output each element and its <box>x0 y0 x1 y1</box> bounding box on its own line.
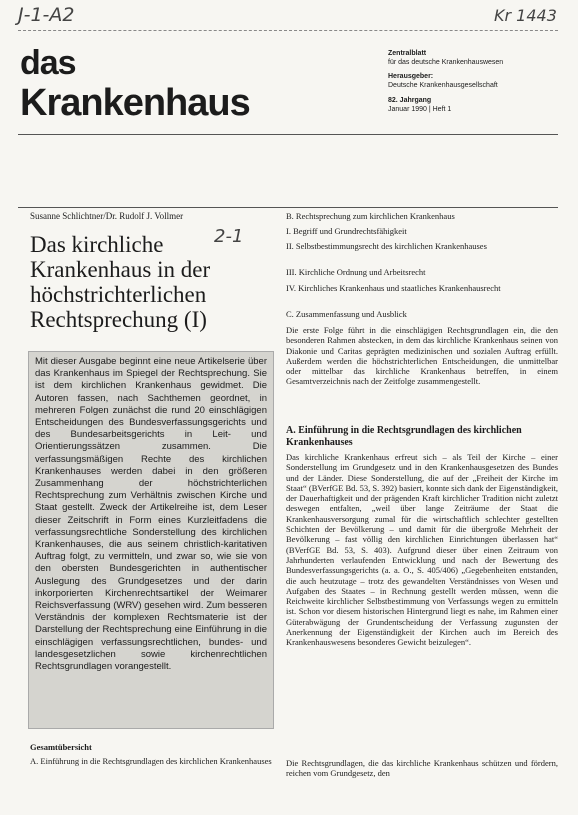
toc-item-1: I. Begriff und Grundrechtsfähigkeit <box>286 226 407 236</box>
header-dashed-rule <box>18 30 558 32</box>
toc-item-b: B. Rechtsprechung zum kirchlichen Krankenhaus <box>286 211 455 221</box>
article-top-rule <box>18 207 558 208</box>
toc-item-2: II. Selbstbestimmungsrecht des kirchlichen Krankenhauses <box>286 241 487 251</box>
toc-item-3: III. Kirchliche Ordnung und Arbeitsrecht <box>286 267 426 277</box>
masthead-line2: Krankenhaus <box>20 82 250 124</box>
masthead-meta-5: 82. Jahrgang <box>388 97 432 104</box>
masthead-meta-1: Zentralblatt <box>388 50 427 57</box>
masthead-meta-4: Deutsche Krankenhausgesellschaft <box>388 82 498 89</box>
article-intro-box <box>28 351 274 729</box>
masthead-meta-6: Januar 1990 | Heft 1 <box>388 106 452 113</box>
section-a-heading: A. Einführung in die Rechtsgrundlagen des kirchlichen Krankenhauses <box>286 425 522 448</box>
masthead-meta-3: Herausgeber: <box>388 73 434 80</box>
handwritten-archive-code: J-1-A2 <box>18 4 75 26</box>
toc-item-c: C. Zusammenfassung und Ausblick <box>286 309 407 319</box>
overview-heading: Gesamtübersicht <box>30 742 92 752</box>
section-a-paragraph: Das kirchliche Krankenhaus erfreut sich – als Teil der Kirche – einer Sonderstellung im Grundgesetz und in den Krankenhausgesetzen des Bundes und der Länder. Diese Sonderstellung, die auf der „Freiheit der Kirche im Staat“ (BVerfGE Bd. 53, S. 392) basiert, konnte sich dank der Eigenständigkeit, der Dauerhaftigkeit und der prägenden Kraft kirchlicher Tradition nicht zuletzt deswegen entfalten, „weil über lange Zeiträume der Staat die Krankenhausversorgung zumal für die wirtschaftlich schlechter gestellten Schichten der Bevölkerung – und damit für die übergroße Mehrheit der Bevölkerung – fast völlig den kirchlichen Einrichtungen überlassen hat“ (BVerfGE Bd. 53, S. 403). Aufgrund dieser über einen Zeitraum von Jahrhunderten verlaufenden Entwicklung und nach der Bewertung des Bundesverfassungsgerichts (a. a. O., S. 405/406) „Gegebenheiten entstanden, die auch heutzutage – trotz des gewandelten Verständnisses von Wesen und Aufgaben des Staates – in Rechnung gestellt werden müssen, wenn die Reichweite kirchlicher Selbstbestimmung von Verfassungs wegen zu ermitteln ist. Schon vor diesem historischen Hintergrund liegt es nahe, im Rahmen einer Güterabwägung der Grundentscheidung der Verfassung zugunsten der Anerkennung der Eigenständigkeit der Kirchen auch im Bereich des Krankenhauswesens besonderes Gewicht beizulegen“. <box>286 452 558 648</box>
article-title: Das kirchliche Krankenhaus in der höchstrichterlichen Rechtsprechung (I) <box>30 232 211 332</box>
masthead-meta-2: für das deutsche Krankenhauswesen <box>388 59 504 66</box>
overview-item-a: A. Einführung in die Rechtsgrundlagen des kirchlichen Krankenhauses <box>30 756 272 766</box>
right-intro-paragraph: Die erste Folge führt in die einschlägigen Rechtsgrundlagen ein, die den besonderen Rahmen abstecken, in dem das kirchliche Krankenhaus seinen von Diakonie und Caritas geprägten medizinischen und sozialen Auftrag erfüllt. Außerdem werden die höchstrichterlichen Entscheidungen, die unmittelbar oder mittelbar das kirchliche Krankenhaus betreffen, in einem Gesamtverzeichnis nach der Zeitfolge zusammengestellt. <box>286 325 558 387</box>
masthead-rule <box>18 134 558 135</box>
toc-item-4: IV. Kirchliches Krankenhaus und staatliches Krankenhausrecht <box>286 283 501 293</box>
section-a-paragraph-2: Die Rechtsgrundlagen, die das kirchliche Krankenhaus schützen und fördern, reichen vom Grundgesetz, den <box>286 758 558 779</box>
handwritten-title-note: 2-1 <box>214 226 244 247</box>
article-authors: Susanne Schlichtner/Dr. Rudolf J. Vollmer <box>30 211 184 221</box>
masthead-line1: das <box>20 44 76 82</box>
handwritten-catalog-number: Kr 1443 <box>494 6 557 25</box>
article-intro-text: Mit dieser Ausgabe beginnt eine neue Artikelserie über das Krankenhaus im Spiegel der Rechtsprechung. Sie ist dem kirchlichen Krankenhaus gewidmet. Die Autoren fassen, nach Sachthemen geordnet, in mehreren Folgen zunächst die rund 20 einschlägigen Entscheidungen des Bundesverfassungsgerichts und des Bundesarbeitsgerichts in Leit- und Orientierungssätzen zusammen. Die verfassungsmäßigen Rechte des kirchlichen Krankenhauses werden dabei in den größeren Zusammenhang der höchstrichterlichen Rechtsprechung zum Verhältnis zwischen Kirche und Staat gestellt. Zweck der Artikelreihe ist, dem Leser dieser Zeitschrift in Form eines Kurzleitfadens die verfassungsrechtliche Sonderstellung des kirchlichen Krankenhauses, die aus seinem christlich-karitativen Auftrag folgt, zu vermitteln, und zwar so, wie sie von den obersten Bundesgerichten in authentischer Auslegung des Grundgesetzes und der darin inkorporierten Kirchenrechtsartikel der Weimarer Reichsverfassung (WRV) gesehen wird. Zum besseren Verständnis der komplexen Rechtsmaterie ist der Darstellung der Rechtsprechung eine Einführung in die einschlägigen verfassungsrechtlichen, bundes- und landesgesetzlichen sowie kirchenrechtlichen Rechtsgrundlagen vorangestellt. <box>35 356 267 673</box>
